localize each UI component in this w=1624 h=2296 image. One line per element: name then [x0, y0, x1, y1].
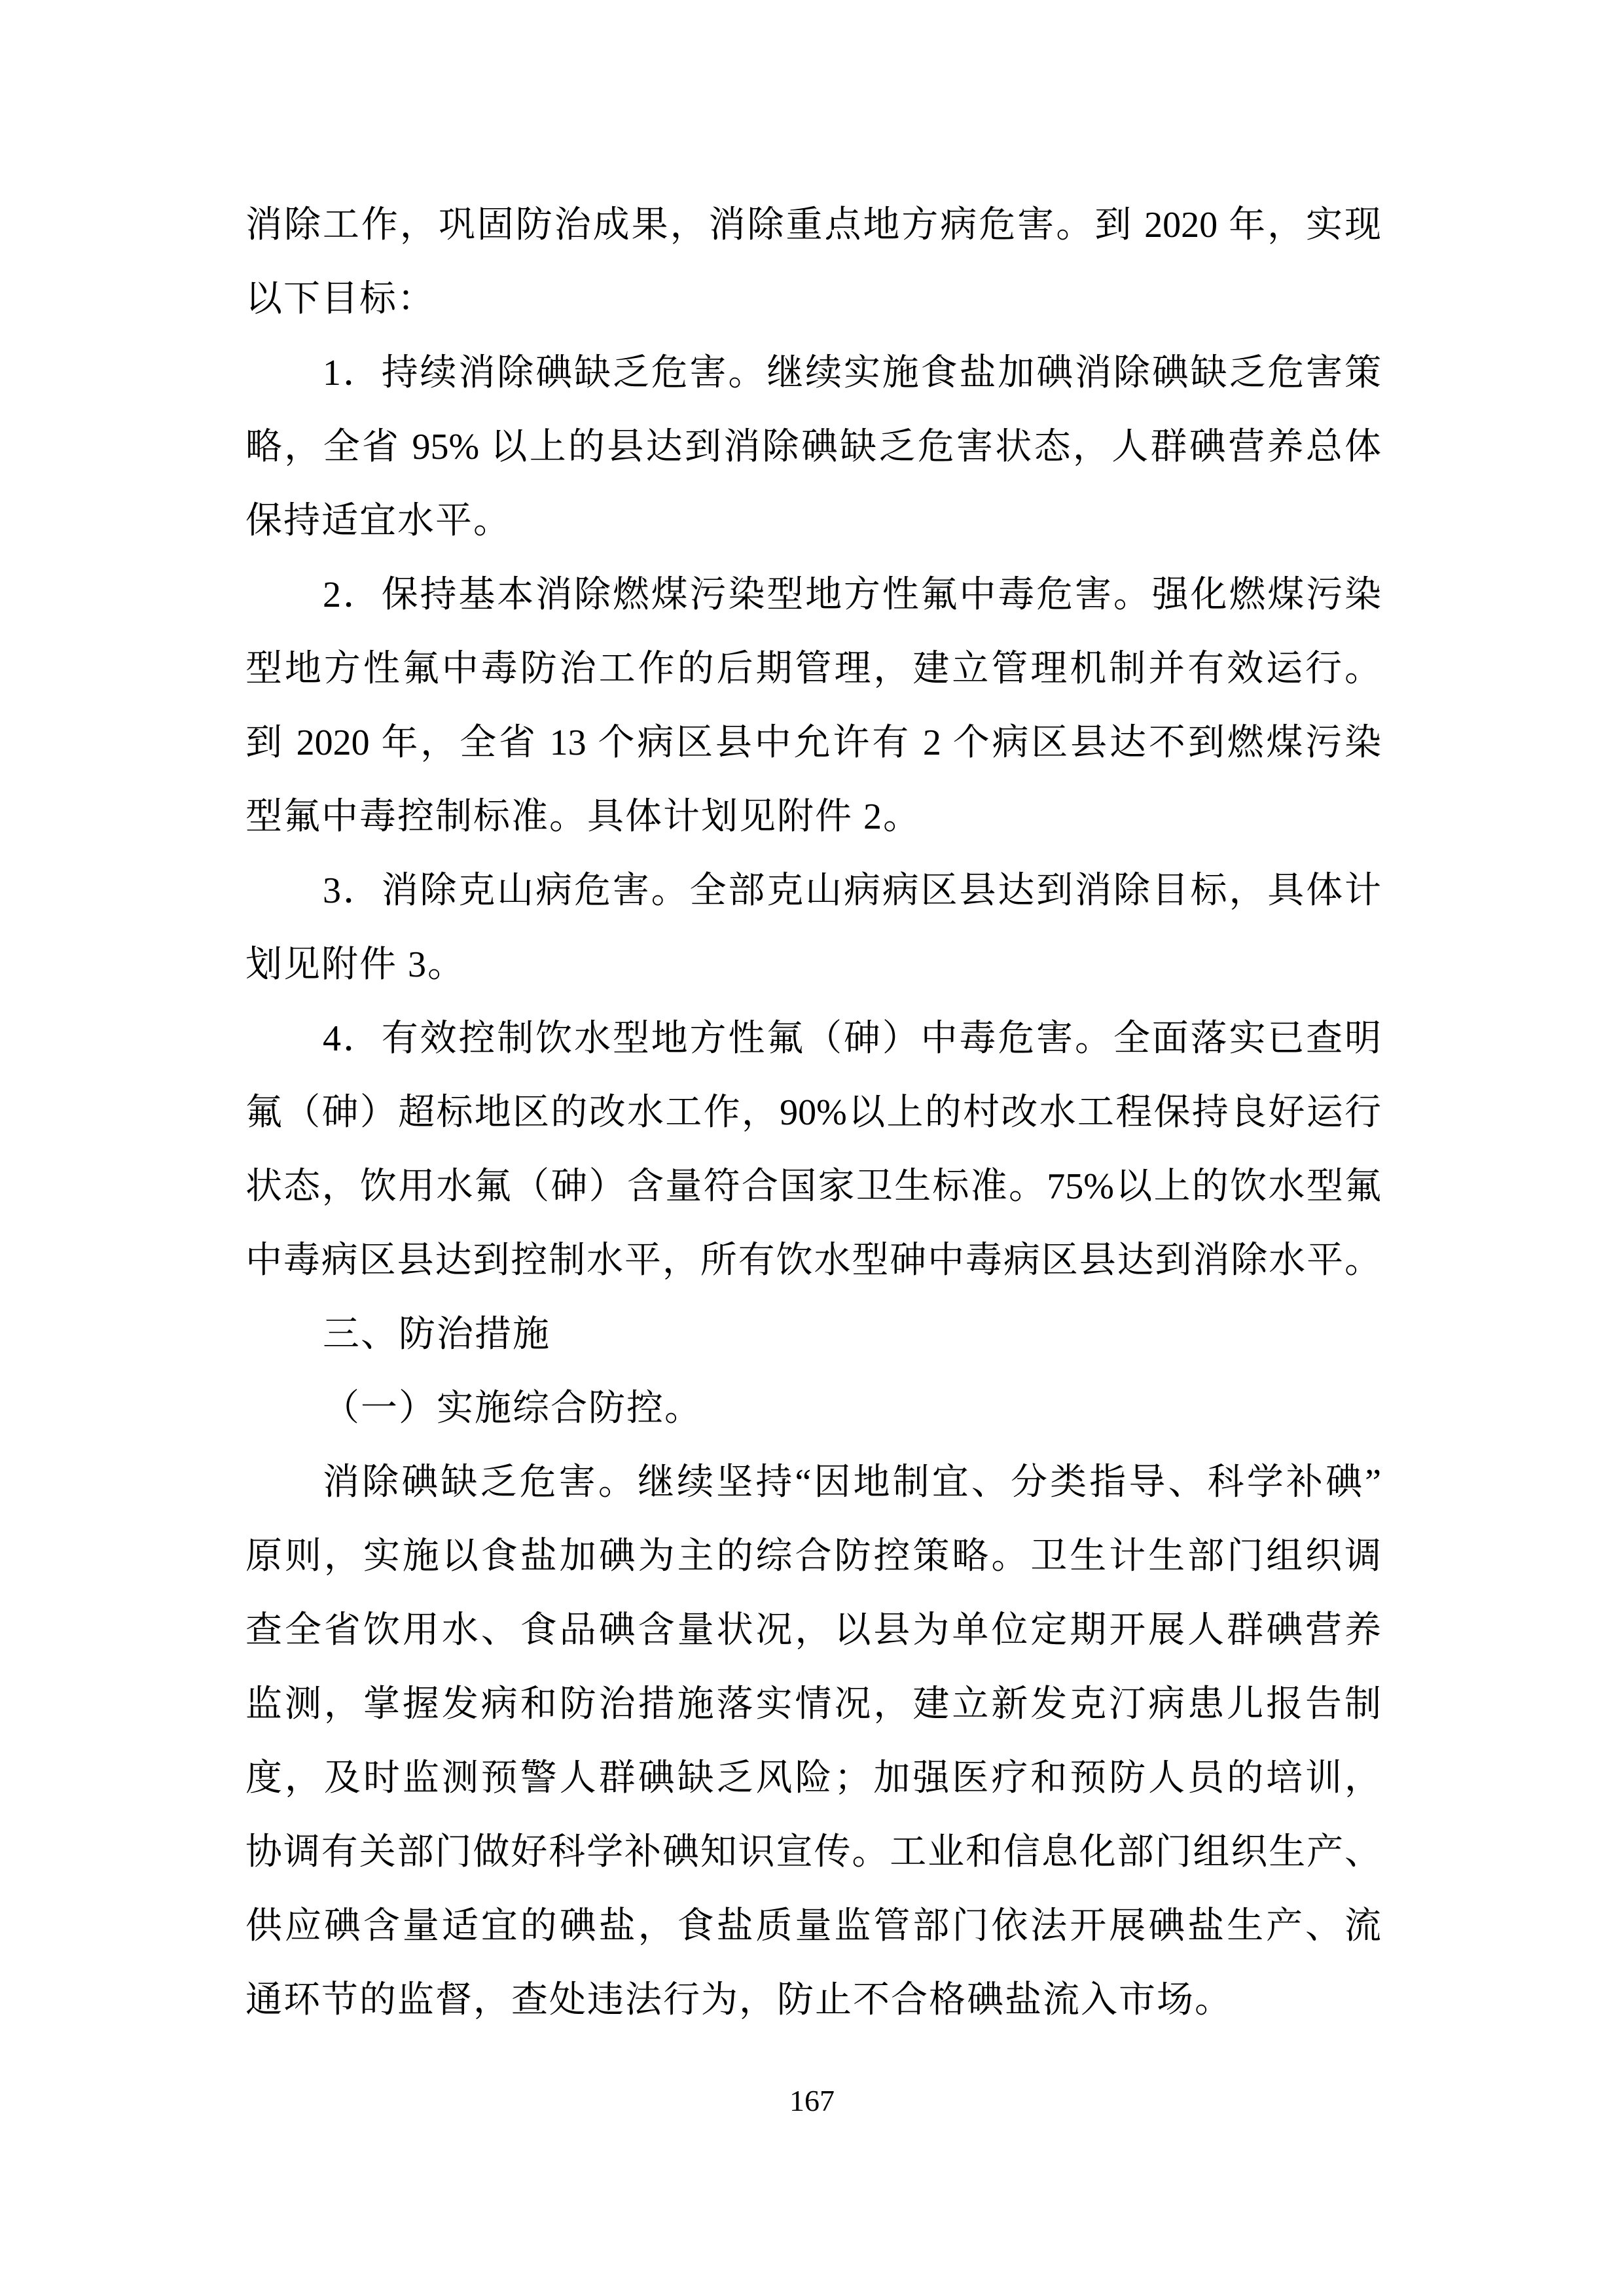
- text-line: 消除工作，巩固防治成果，消除重点地方病危害。到 2020 年，实现: [245, 205, 1382, 245]
- text-line: （一）实施综合防控。: [323, 1388, 702, 1429]
- text-line: 度，及时监测预警人群碘缺乏风险；加强医疗和预防人员的培训，: [245, 1758, 1381, 1799]
- text-line: 通环节的监督，查处违法行为，防止不合格碘盐流入市场。: [245, 1980, 1233, 2020]
- document-body: [245, 188, 1381, 2037]
- text-line: 状态，饮用水氟（砷）含量符合国家卫生标准。75%以上的饮水型氟: [245, 1166, 1381, 1207]
- text-line: 消除碘缺乏危害。继续坚持“因地制宜、分类指导、科学补碘”: [323, 1462, 1381, 1503]
- text-line: 1．持续消除碘缺乏危害。继续实施食盐加碘消除碘缺乏危害策: [323, 353, 1381, 393]
- text-line: 到 2020 年，全省 13 个病区县中允许有 2 个病区县达不到燃煤污染: [245, 723, 1381, 763]
- text-line: 4．有效控制饮水型地方性氟（砷）中毒危害。全面落实已查明: [323, 1018, 1381, 1059]
- text-line: 监测，掌握发病和防治措施落实情况，建立新发克汀病患儿报告制: [245, 1684, 1381, 1725]
- text-line: 划见附件 3。: [245, 944, 465, 985]
- text-line: 保持适宜水平。: [245, 501, 511, 541]
- text-line: 查全省饮用水、食品碘含量状况，以县为单位定期开展人群碘营养: [245, 1610, 1381, 1651]
- text-line: 协调有关部门做好科学补碘知识宣传。工业和信息化部门组织生产、: [245, 1832, 1381, 1873]
- text-line: 略，全省 95% 以上的县达到消除碘缺乏危害状态，人群碘营养总体: [245, 427, 1381, 467]
- page-number: 167: [789, 2084, 835, 2117]
- text-line: 以下目标：: [245, 279, 435, 319]
- text-line: 3．消除克山病危害。全部克山病病区县达到消除目标，具体计: [323, 870, 1381, 911]
- text-line: 型地方性氟中毒防治工作的后期管理，建立管理机制并有效运行。: [245, 649, 1381, 689]
- text-line: 中毒病区县达到控制水平，所有饮水型砷中毒病区县达到消除水平。: [245, 1240, 1381, 1281]
- text-line: 型氟中毒控制标准。具体计划见附件 2。: [245, 797, 921, 837]
- text-line: 2．保持基本消除燃煤污染型地方性氟中毒危害。强化燃煤污染: [323, 575, 1381, 615]
- text-line: 三、防治措施: [323, 1314, 550, 1355]
- text-line: 供应碘含量适宜的碘盐，食盐质量监管部门依法开展碘盐生产、流: [245, 1906, 1381, 1946]
- text-line: 氟（砷）超标地区的改水工作，90%以上的村改水工程保持良好运行: [245, 1092, 1381, 1133]
- text-line: 原则，实施以食盐加碘为主的综合防控策略。卫生计生部门组织调: [245, 1536, 1381, 1577]
